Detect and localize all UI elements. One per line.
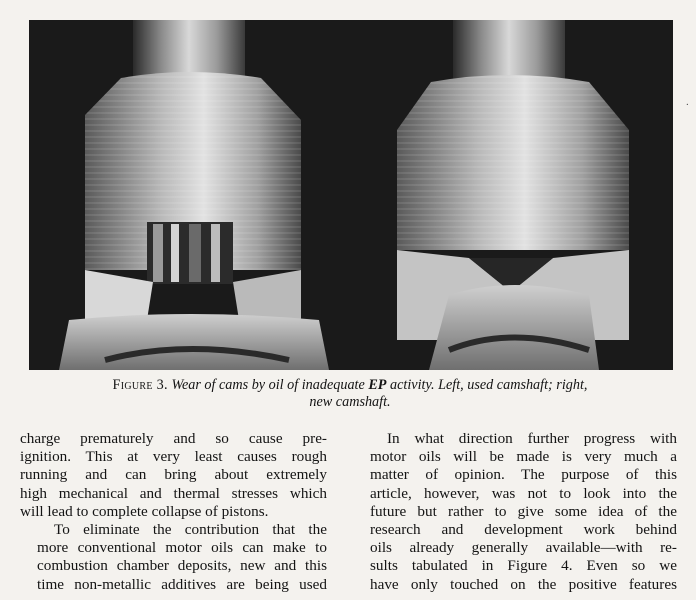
right-paragraph-1 [370,430,677,594]
text-line: future but rather to give some idea of the [370,502,677,520]
caption-line-2: new camshaft. [309,394,391,410]
text-line: article, however, was not to look into the [370,484,677,502]
left-paragraph-2 [20,521,327,594]
text-line: running and can bring about extremely [20,466,327,484]
text-line: combustion chamber deposits, new and this [37,557,327,575]
camshaft-photo [29,20,673,370]
text-line: high mechanical and thermal stresses which [20,484,327,502]
text-line: more conventional motor oils can make to [37,539,327,557]
figure-label: Figure 3. [112,377,168,393]
caption-text-end: activity. Left, used camshaft; right, [390,377,588,393]
text-line: oils already generally available—with re- [370,539,677,557]
camshaft-illustration [29,20,673,370]
text-line: have only touched on the positive features [370,575,677,593]
caption-text-start: Wear of cams by oil of inadequate [171,377,365,393]
figure-caption [20,377,680,411]
text-line: research and development work behind [370,521,677,539]
text-line: To eliminate the contribution that the [54,521,327,539]
stray-mark: . [686,96,689,108]
text-line: sults tabulated in Figure 4. Even so we [370,557,677,575]
text-line: will lead to complete collapse of pistons. [20,502,269,520]
left-column [20,430,327,594]
right-column [370,430,677,594]
text-line: ignition. This at very least causes rough [20,448,327,466]
text-line: time non-metallic additives are being used [37,575,327,593]
text-line: charge prematurely and so cause pre- [20,430,327,447]
caption-ep: EP [368,377,387,393]
text-line: In what direction further progress with [387,430,677,447]
text-line: motor oils will be made is very much a [370,448,677,466]
text-line: matter of opinion. The purpose of this [370,466,677,484]
left-paragraph-1 [20,430,327,521]
